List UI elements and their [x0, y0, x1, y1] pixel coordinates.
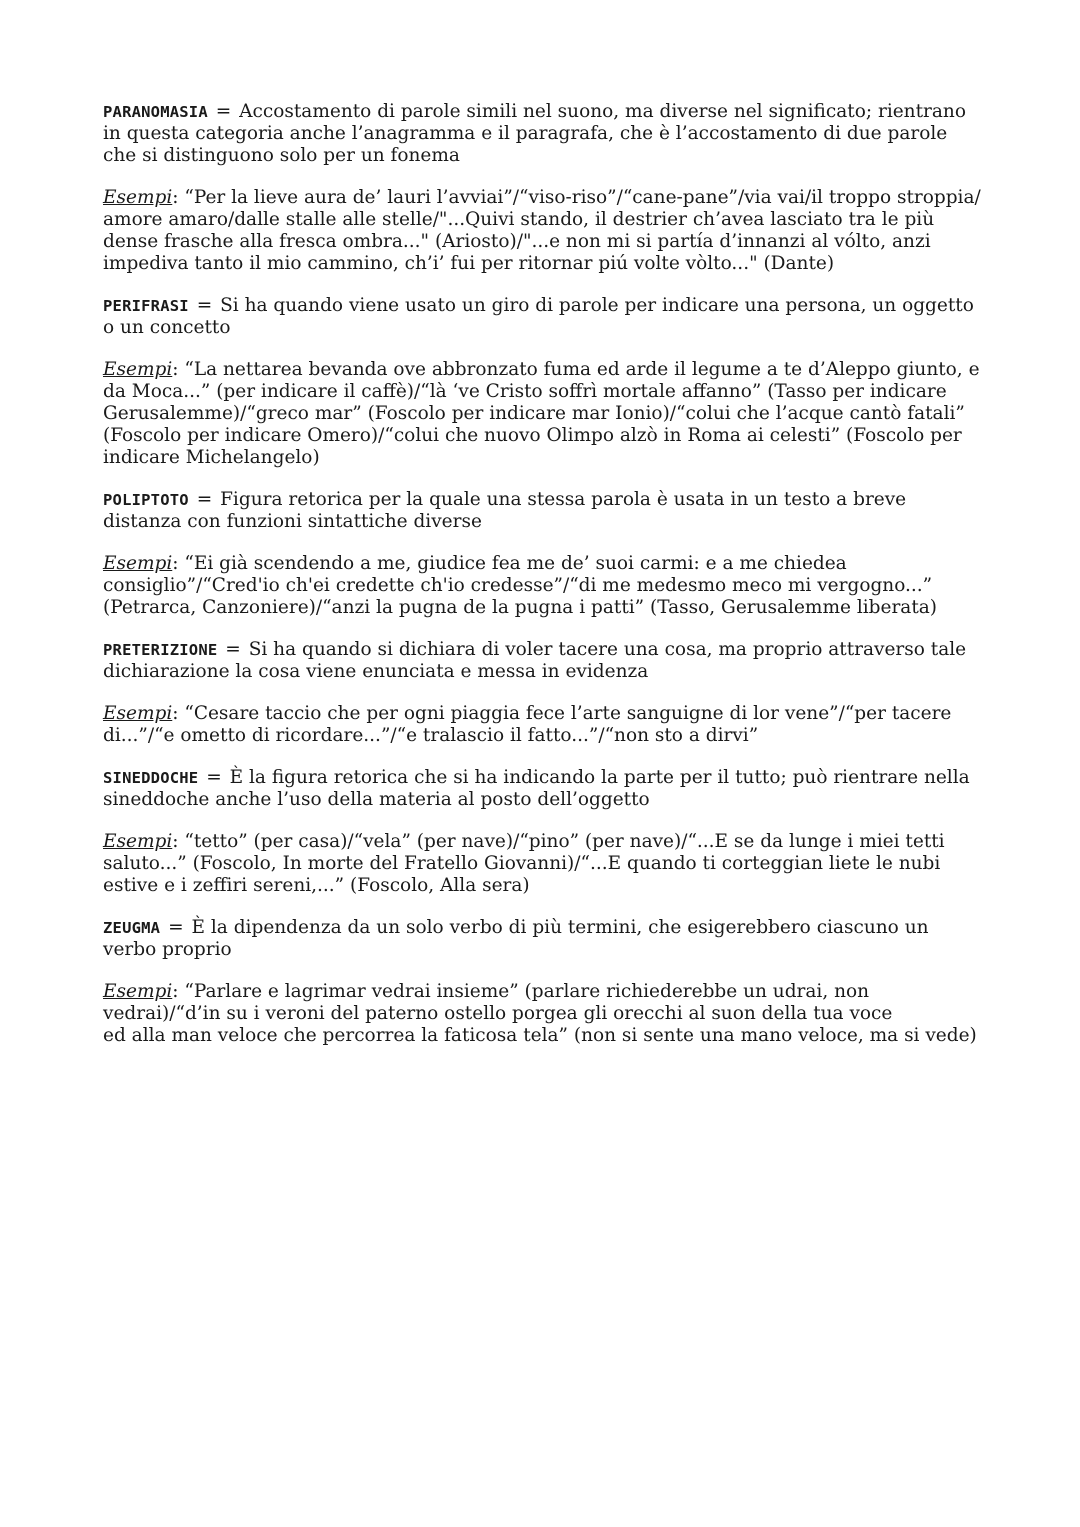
term-label: PARANOMASIA [103, 103, 208, 121]
term-label: PERIFRASI [103, 297, 189, 315]
examples-text: : “tetto” (per casa)/“vela” (per nave)/“pino” (per nave)/“...E se da lunge i miei tetti saluto...” (Foscolo, In morte del Fratello Giovanni)/“...E quando ti corteggian liete le nubi estive e i zeffiri sereni,...” (Foscolo, Alla sera) [103, 831, 945, 896]
examples-line [103, 981, 983, 1025]
entry-paranomasia [103, 101, 983, 275]
definition-text: È la figura retorica che si ha indicando la parte per il tutto; può rientrare nella sineddoche anche l’uso della materia al posto dell’oggetto [103, 767, 970, 810]
examples [103, 359, 983, 469]
term-label: ZEUGMA [103, 919, 161, 937]
equals-sign: = [196, 295, 213, 316]
examples-label: Esempi [103, 981, 173, 1002]
definition-text: Figura retorica per la quale una stessa parola è usata in un testo a breve distanza con funzioni sintattiche diverse [103, 489, 907, 532]
definition [103, 639, 983, 683]
equals-sign: = [206, 767, 222, 788]
examples-label: Esempi [103, 703, 173, 724]
definition-text: Si ha quando viene usato un giro di parole per indicare una persona, un oggetto o un concetto [103, 295, 974, 338]
examples [103, 831, 983, 897]
document-page [103, 101, 983, 1067]
examples-text: : “Ei già scendendo a me, giudice fea me de’ suoi carmi: e a me chiedea consiglio”/“Cred'io ch'ei credette ch'io credesse”/“di me medesmo meco mi vergogno...” (Petrarca, Canzoniere)/“anzi la pugna de la pugna i patti” (Tasso, Gerusalemme liberata) [103, 553, 938, 618]
entry-preterizione [103, 639, 983, 747]
examples-text: : “Per la lieve aura de’ lauri l’avviai”/“viso-riso”/“cane-pane”/via vai/il troppo stroppia/ amore amaro/dalle stalle alle stelle/"...Quivi stando, il destrier ch’avea lasciato tra le più dense frasche alla fresca ombra..." (Ariosto)/"...e non mi si partía d’innanzi al vólto, anzi impediva tanto il mio cammino, ch’i’ fui per ritornar piú volte vòlto..." (Dante) [103, 187, 981, 274]
definition [103, 917, 983, 961]
entry-sineddoche [103, 767, 983, 897]
term-label: SINEDDOCHE [103, 769, 199, 787]
definition-text: Accostamento di parole simili nel suono, ma diverse nel significato; rientrano in questa categoria anche l’anagramma e il paragrafa, che è l’accostamento di due parole che si distinguono solo per un fonema [103, 101, 966, 166]
examples-text: : “Cesare taccio che per ogni piaggia fece l’arte sanguigne di lor vene”/“per tacere di...”/“e ometto di ricordare...”/“e tralascio il fatto...”/“non sto a dirvi” [103, 703, 952, 746]
entry-zeugma [103, 917, 983, 1047]
definition [103, 101, 983, 167]
examples [103, 553, 983, 619]
definition-text: Si ha quando si dichiara di voler tacere una cosa, ma proprio attraverso tale dichiarazione la cosa viene enunciata e messa in evidenza [103, 639, 967, 682]
examples [103, 981, 983, 1047]
entry-perifrasi [103, 295, 983, 469]
entry-poliptoto [103, 489, 983, 619]
examples-label: Esempi [103, 359, 173, 380]
definition [103, 767, 983, 811]
definition [103, 295, 983, 339]
equals-sign: = [225, 639, 241, 660]
term-label: POLIPTOTO [103, 491, 189, 509]
definition-text: È la dipendenza da un solo verbo di più termini, che esigerebbero ciascuno un verbo proprio [103, 917, 929, 960]
examples-line-continued: ed alla man veloce che percorrea la faticosa tela” (non si sente una mano veloce, ma si vede) [103, 1025, 977, 1046]
equals-sign: = [215, 101, 232, 122]
examples-label: Esempi [103, 553, 173, 574]
examples-text: : “La nettarea bevanda ove abbronzato fuma ed arde il legume a te d’Aleppo giunto, e da Moca...” (per indicare il caffè)/“là ‘ve Cristo soffrì mortale affanno” (Tasso per indicare Gerusalemme)/“greco mar” (Foscolo per indicare mar Ionio)/“colui che l’acque cantò fatali” (Foscolo per indicare Omero)/“colui che nuovo Olimpo alzò in Roma ai celesti” (Foscolo per indicare Michelangelo) [103, 359, 980, 468]
definition [103, 489, 983, 533]
examples-label: Esempi [103, 187, 173, 208]
examples-label: Esempi [103, 831, 173, 852]
equals-sign: = [168, 917, 184, 938]
equals-sign: = [196, 489, 213, 510]
examples [103, 187, 983, 275]
term-label: PRETERIZIONE [103, 641, 218, 659]
examples [103, 703, 983, 747]
examples-text: : “Parlare e lagrimar vedrai insieme” (parlare richiederebbe un udrai, non vedrai)/“d’in su i veroni del paterno ostello porgea gli orecchi al suon della tua voce [103, 981, 893, 1024]
